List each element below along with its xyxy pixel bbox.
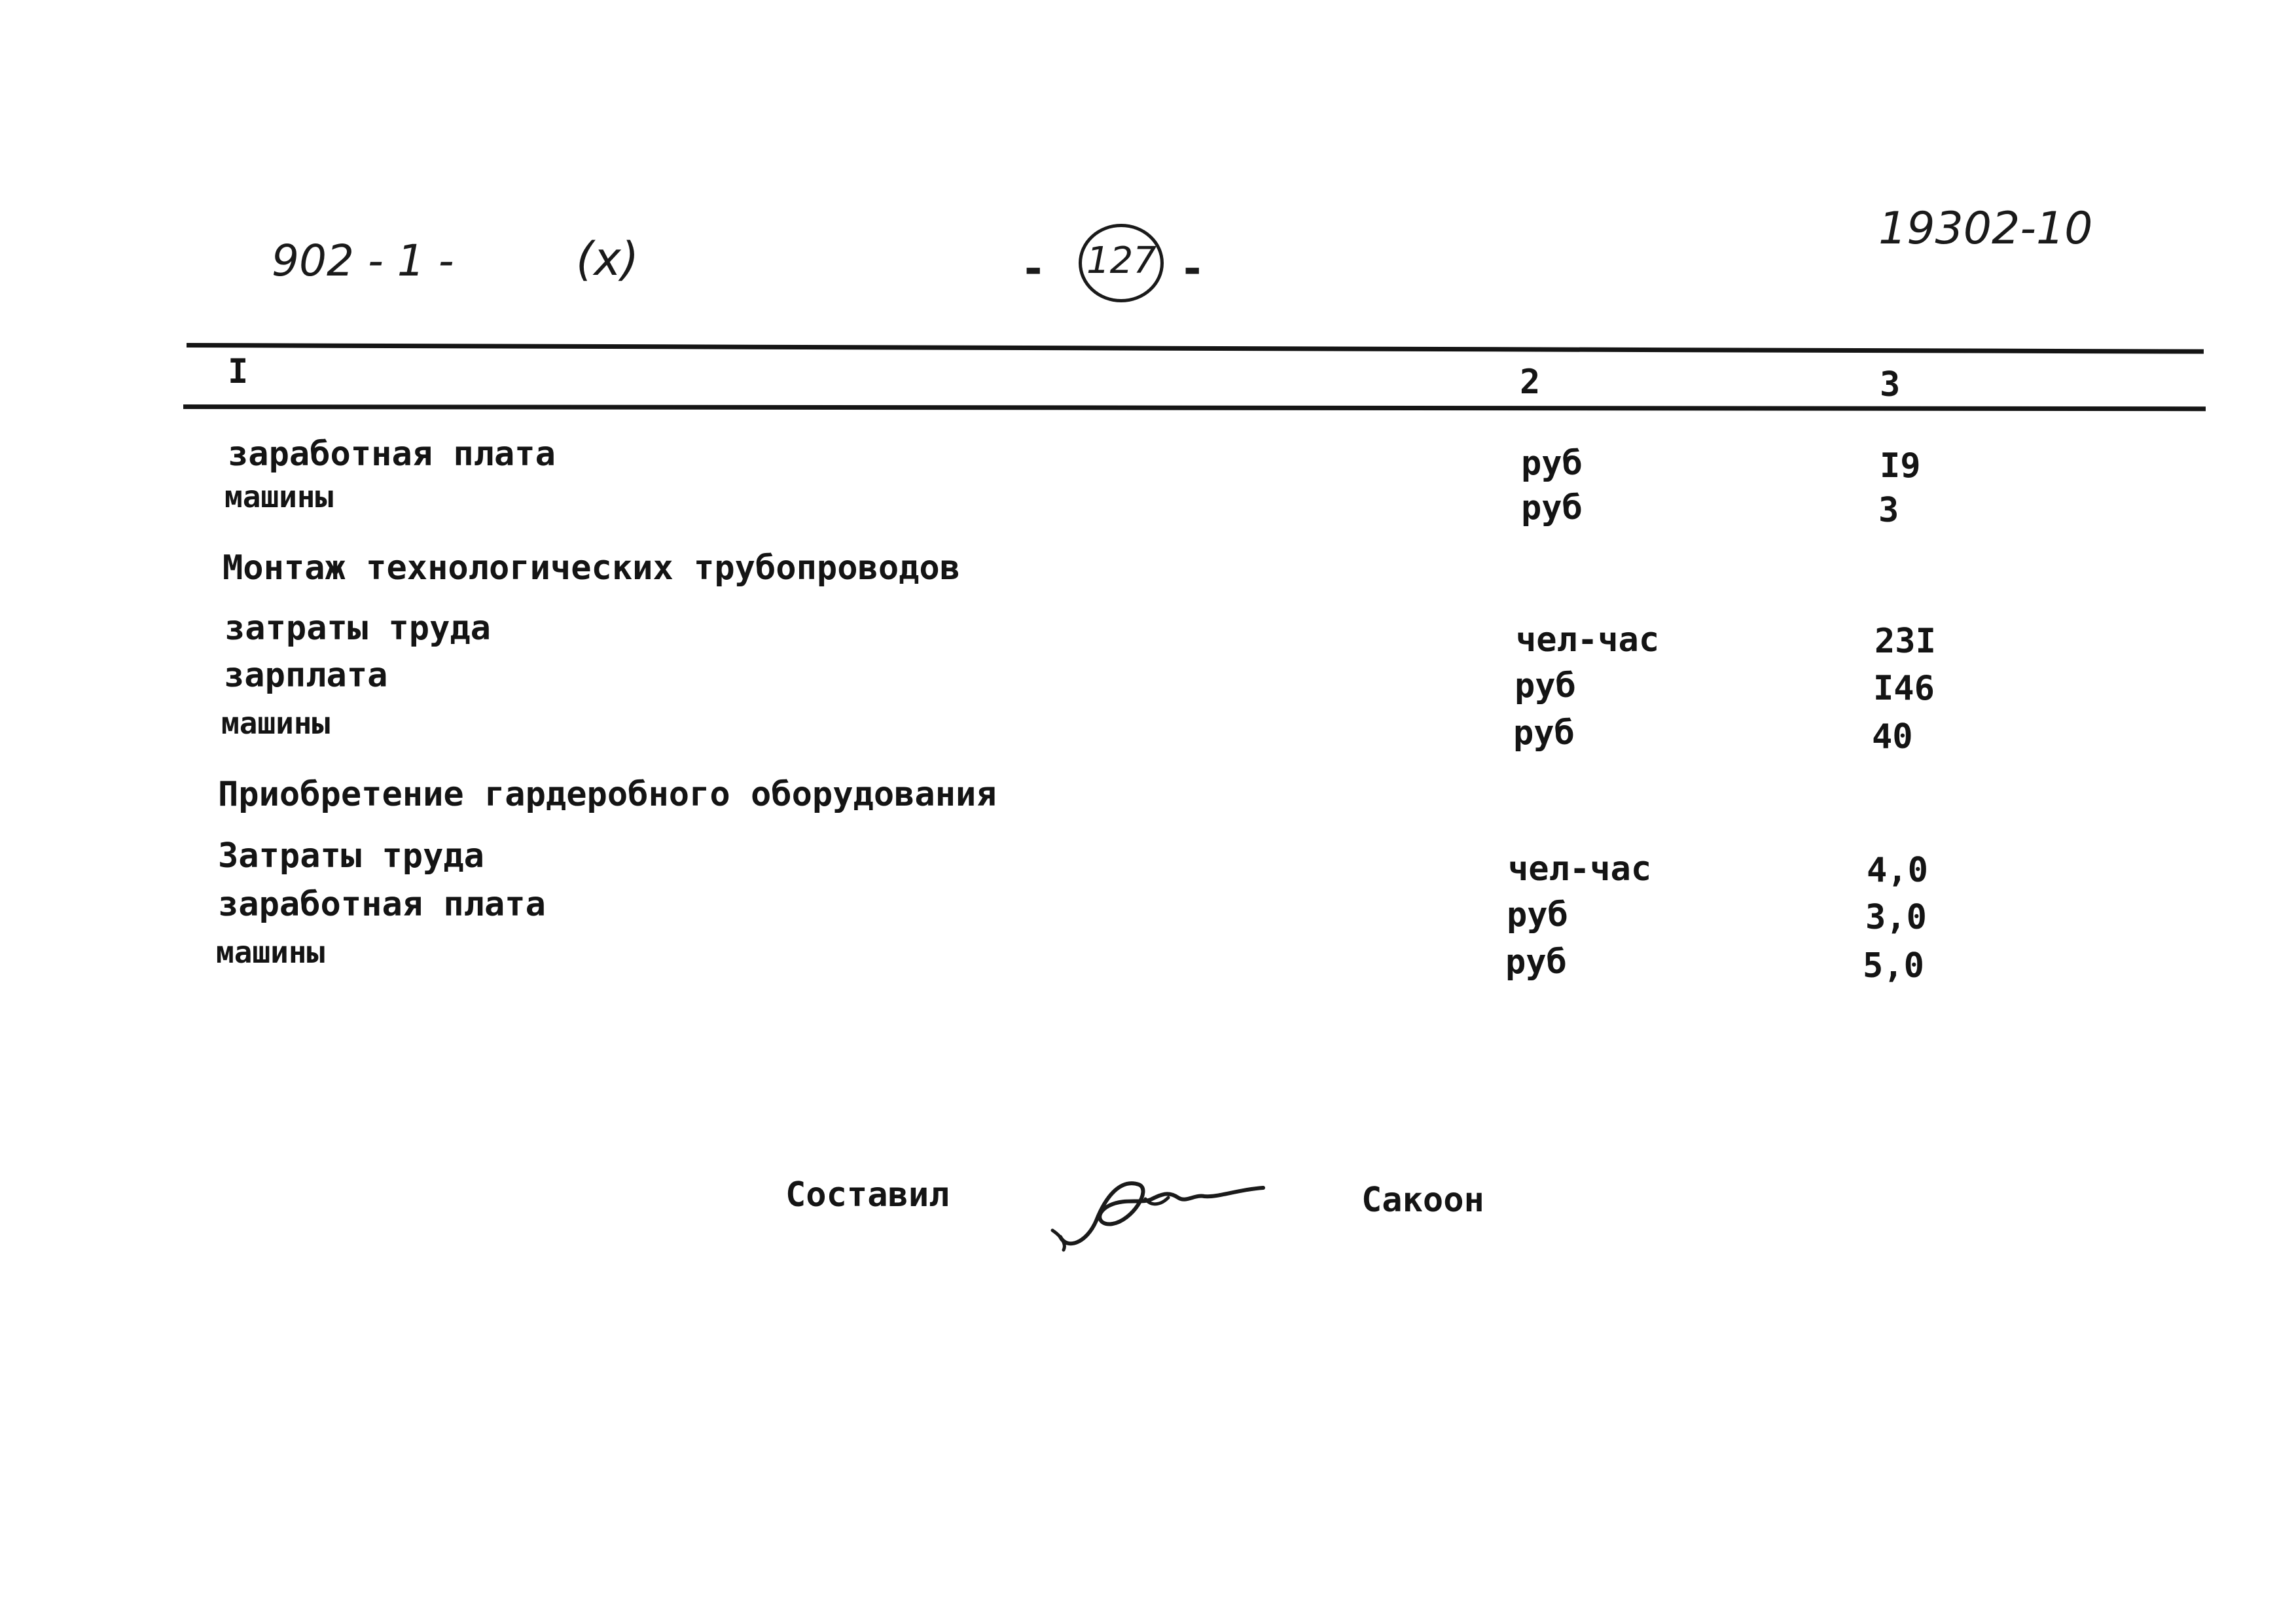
row-value: 5,0: [1863, 946, 1924, 986]
page-number-suffix: -: [1183, 243, 1202, 294]
row-value: I9: [1880, 446, 1921, 486]
compiled-by-label: Составил: [785, 1175, 950, 1215]
row-name: заработная плата: [218, 885, 546, 924]
row-unit: руб: [1513, 713, 1575, 753]
page-number-prefix: -: [1024, 243, 1043, 294]
row-name: машины: [221, 705, 331, 741]
row-value: 3,0: [1865, 898, 1927, 937]
row-name: Затраты труда: [218, 836, 484, 876]
row-value: I46: [1873, 669, 1935, 708]
table-top-rule: [187, 343, 2204, 354]
column-header-3: 3: [1880, 365, 1901, 404]
row-value: 4,0: [1867, 851, 1928, 890]
row-value: 23I: [1874, 622, 1936, 661]
header-left-mark: (x): [576, 232, 639, 286]
section-title: Приобретение гардеробного оборудования: [218, 775, 997, 814]
row-unit: руб: [1515, 666, 1576, 705]
row-unit: руб: [1505, 942, 1567, 982]
page-number: 127: [1086, 240, 1157, 282]
compiler-name: Сакоон: [1361, 1181, 1484, 1220]
row-unit: руб: [1521, 488, 1583, 527]
row-unit: руб: [1507, 895, 1568, 935]
row-value: 40: [1872, 717, 1913, 757]
header-left-code: 902 - 1 -: [272, 236, 454, 286]
row-value: 3: [1878, 491, 1899, 530]
row-name: заработная плата: [228, 435, 556, 474]
row-name: машины: [224, 479, 334, 514]
header-right-code: 19302-10: [1878, 203, 2093, 255]
section-title: Монтаж технологических трубопроводов: [223, 548, 961, 588]
row-name: зарплата: [224, 656, 388, 695]
row-name: машины: [216, 935, 325, 970]
row-unit: чел-час: [1516, 620, 1660, 660]
row-name: затраты труда: [224, 609, 491, 648]
signature-icon: [1047, 1158, 1270, 1257]
row-unit: руб: [1521, 444, 1583, 483]
column-header-2: 2: [1520, 363, 1541, 402]
column-header-1: I: [228, 352, 249, 391]
row-unit: чел-час: [1508, 849, 1652, 889]
table-header-rule: [183, 404, 2206, 411]
